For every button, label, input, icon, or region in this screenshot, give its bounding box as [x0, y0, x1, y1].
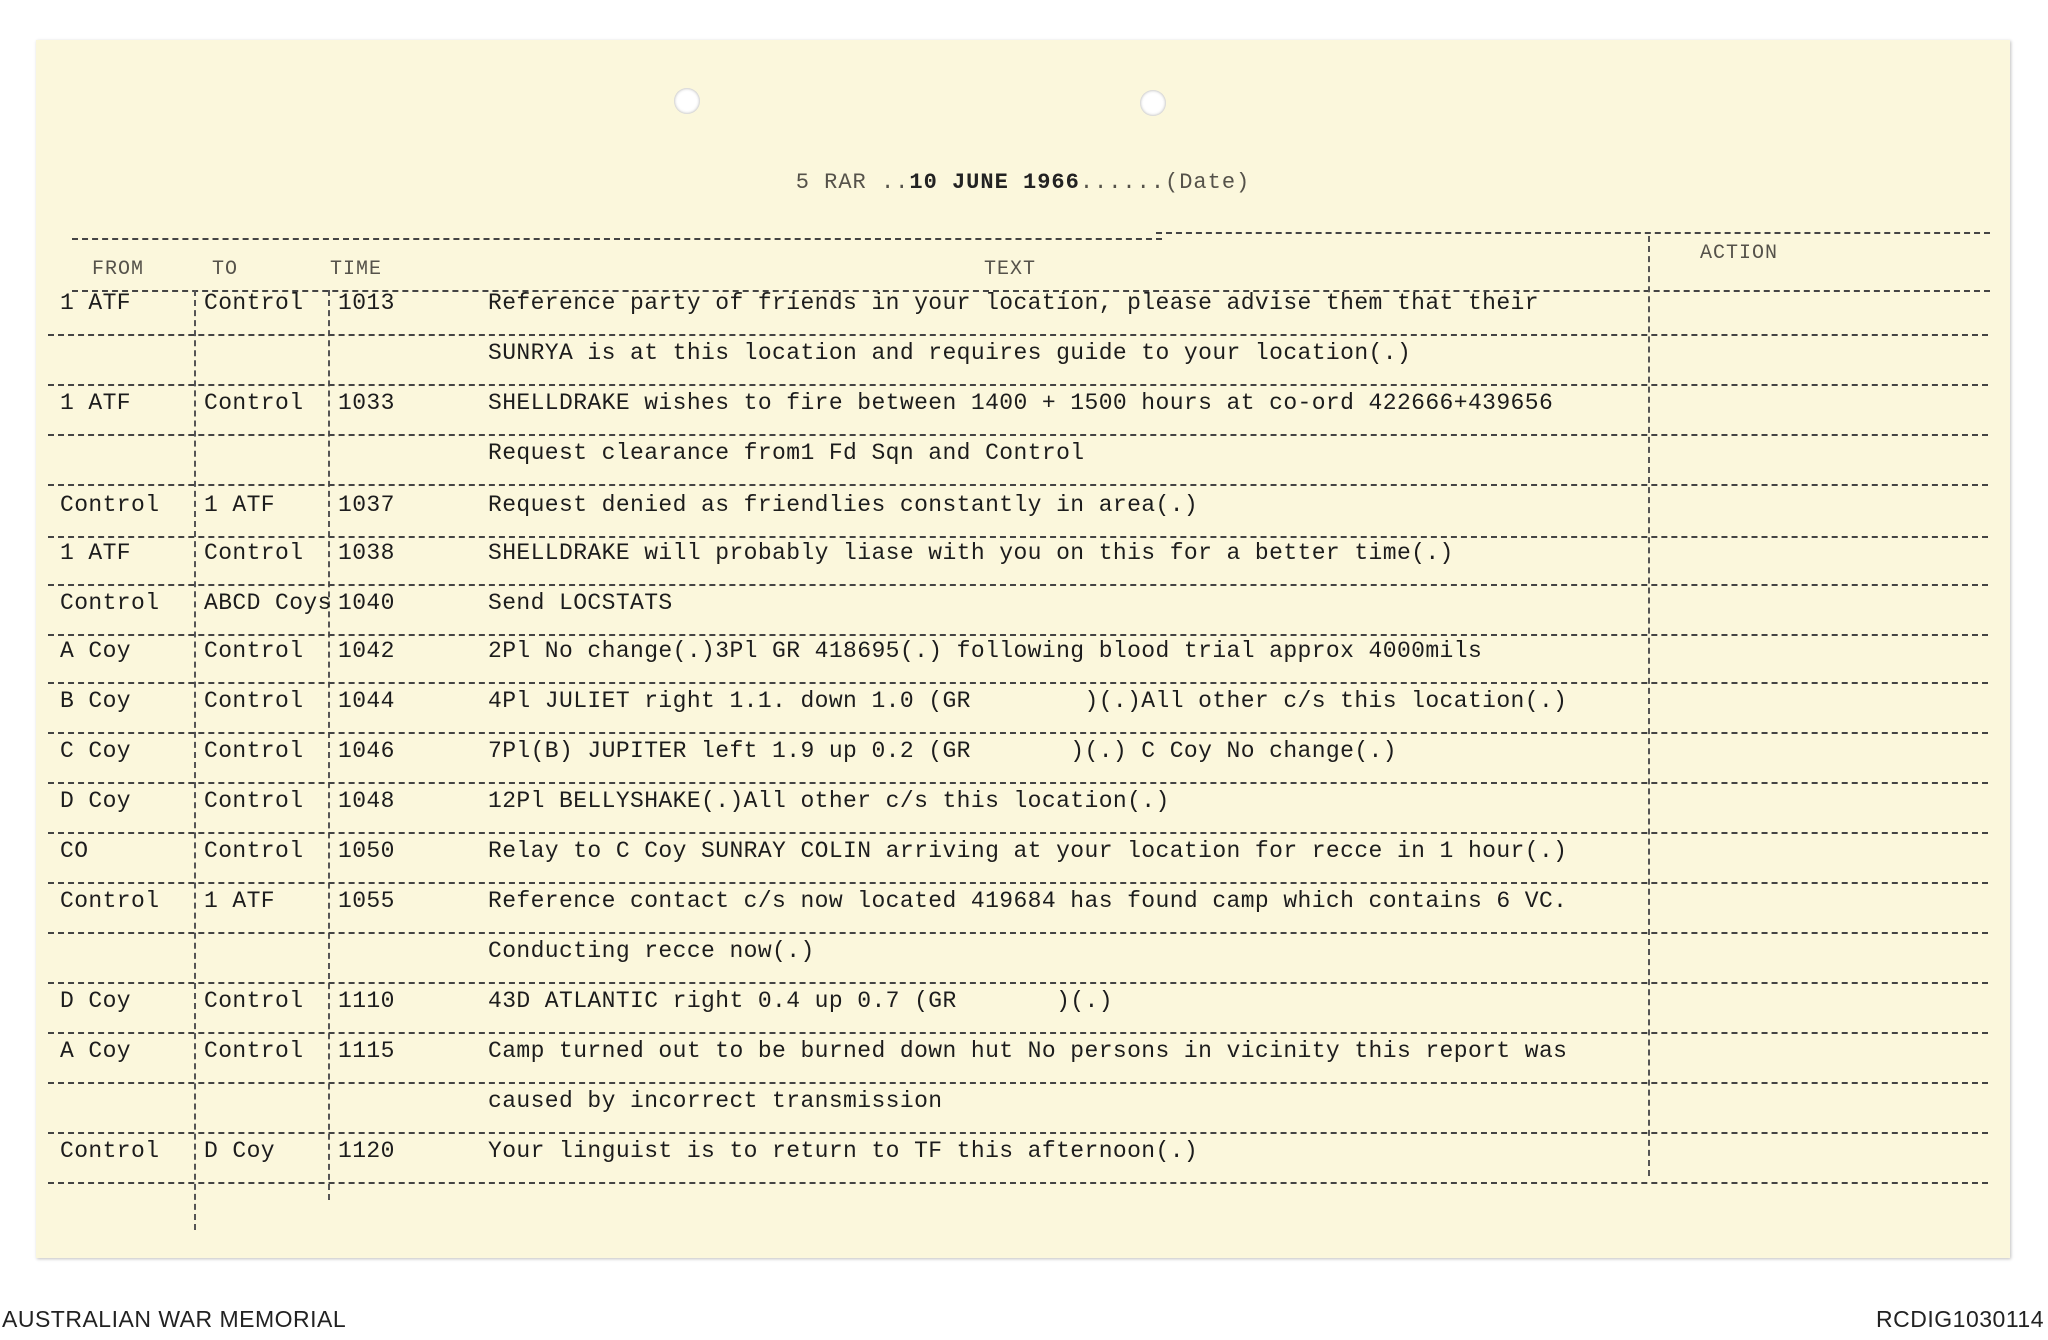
table-row: [36, 688, 2010, 738]
table-row: [36, 290, 2010, 340]
row-time: 1110: [338, 988, 395, 1014]
row-text: Request denied as friendlies constantly in area(.): [488, 492, 1199, 518]
col-header-time: TIME: [330, 258, 383, 281]
row-text: Camp turned out to be burned down hut No persons in vicinity this report was: [488, 1038, 1568, 1064]
row-time: 1120: [338, 1138, 395, 1164]
row-time: 1115: [338, 1038, 395, 1064]
table-row: [36, 440, 2010, 490]
message-log-sheet: [36, 40, 2010, 1258]
table-row: [36, 340, 2010, 390]
row-from: Control: [60, 1138, 160, 1164]
row-time: 1046: [338, 738, 395, 764]
table-row: [36, 938, 2010, 988]
row-text: SHELLDRAKE wishes to fire between 1400 + 1500 hours at co-ord 422666+439656: [488, 390, 1554, 416]
row-from: 1 ATF: [60, 390, 132, 416]
row-from: Control: [60, 888, 160, 914]
row-text: Conducting recce now(.): [488, 938, 815, 964]
row-rule: [48, 682, 1988, 684]
row-text: SUNRYA is at this location and requires guide to your location(.): [488, 340, 1412, 366]
row-rule: [48, 932, 1988, 934]
row-from: Control: [60, 492, 160, 518]
row-from: D Coy: [60, 788, 132, 814]
row-rule: [48, 384, 1988, 386]
table-row: [36, 1038, 2010, 1088]
row-from: 1 ATF: [60, 290, 132, 316]
row-time: 1055: [338, 888, 395, 914]
table-row: [36, 390, 2010, 440]
row-text: Your linguist is to return to TF this afternoon(.): [488, 1138, 1199, 1164]
row-text: Reference contact c/s now located 419684 has found camp which contains 6 VC.: [488, 888, 1568, 914]
log-header: 5 RAR ..10 JUNE 1966......(Date): [795, 170, 1251, 195]
row-text: Send LOCSTATS: [488, 590, 673, 616]
row-rule: [48, 732, 1988, 734]
log-date: 10 JUNE 1966: [909, 170, 1080, 195]
row-text: 4Pl JULIET right 1.1. down 1.0 (GR )(.)All other c/s this location(.): [488, 688, 1568, 714]
row-rule: [48, 1032, 1988, 1034]
row-rule: [48, 982, 1988, 984]
row-text: 12Pl BELLYSHAKE(.)All other c/s this location(.): [488, 788, 1170, 814]
table-row: [36, 738, 2010, 788]
row-to: Control: [204, 1038, 304, 1064]
table-row: [36, 788, 2010, 838]
row-rule: [48, 1182, 1988, 1184]
row-to: ABCD Coys: [204, 590, 332, 616]
table-row: [36, 1138, 2010, 1188]
table-row: [36, 492, 2010, 542]
row-time: 1040: [338, 590, 395, 616]
header-rule-left: [72, 238, 1162, 240]
row-text: 7Pl(B) JUPITER left 1.9 up 0.2 (GR )(.) C Coy No change(.): [488, 738, 1397, 764]
row-rule: [48, 584, 1988, 586]
row-to: Control: [204, 390, 304, 416]
row-text: Reference party of friends in your location, please advise them that their: [488, 290, 1539, 316]
table-row: [36, 1088, 2010, 1138]
row-to: Control: [204, 688, 304, 714]
table-row: [36, 888, 2010, 938]
unit-label: 5 RAR: [795, 170, 867, 195]
footer-reference: RCDIG1030114: [1876, 1306, 2044, 1332]
row-from: C Coy: [60, 738, 132, 764]
row-to: Control: [204, 788, 304, 814]
row-to: Control: [204, 290, 304, 316]
row-time: 1042: [338, 638, 395, 664]
row-to: D Coy: [204, 1138, 276, 1164]
row-from: A Coy: [60, 1038, 132, 1064]
row-time: 1013: [338, 290, 395, 316]
col-header-from: FROM: [92, 258, 145, 281]
row-from: D Coy: [60, 988, 132, 1014]
row-to: Control: [204, 988, 304, 1014]
row-from: CO: [60, 838, 89, 864]
row-text: 2Pl No change(.)3Pl GR 418695(.) following blood trial approx 4000mils: [488, 638, 1483, 664]
row-to: 1 ATF: [204, 492, 276, 518]
row-rule: [48, 1132, 1988, 1134]
table-row: [36, 838, 2010, 888]
row-time: 1044: [338, 688, 395, 714]
row-rule: [48, 634, 1988, 636]
row-rule: [48, 434, 1988, 436]
date-label: (Date): [1165, 170, 1251, 195]
col-header-action: ACTION: [1700, 242, 1779, 265]
row-to: 1 ATF: [204, 888, 276, 914]
row-time: 1033: [338, 390, 395, 416]
row-rule: [48, 832, 1988, 834]
row-time: 1038: [338, 540, 395, 566]
col-header-text: TEXT: [984, 258, 1037, 281]
row-to: Control: [204, 638, 304, 664]
row-text: SHELLDRAKE will probably liase with you on this for a better time(.): [488, 540, 1454, 566]
row-rule: [48, 1082, 1988, 1084]
table-row: [36, 590, 2010, 640]
row-text: Relay to C Coy SUNRAY COLIN arriving at your location for recce in 1 hour(.): [488, 838, 1568, 864]
row-text: caused by incorrect transmission: [488, 1088, 943, 1114]
row-rule: [48, 536, 1988, 538]
table-row: [36, 988, 2010, 1038]
row-text: Request clearance from1 Fd Sqn and Control: [488, 440, 1085, 466]
row-time: 1048: [338, 788, 395, 814]
row-text: 43D ATLANTIC right 0.4 up 0.7 (GR )(.): [488, 988, 1113, 1014]
row-from: A Coy: [60, 638, 132, 664]
row-to: Control: [204, 738, 304, 764]
row-to: Control: [204, 540, 304, 566]
row-rule: [48, 882, 1988, 884]
row-rule: [48, 782, 1988, 784]
row-from: B Coy: [60, 688, 132, 714]
row-rule: [48, 484, 1988, 486]
table-row: [36, 540, 2010, 590]
punch-hole-right: [1140, 90, 1166, 116]
punch-hole-left: [674, 88, 700, 114]
row-from: 1 ATF: [60, 540, 132, 566]
footer-credit: AUSTRALIAN WAR MEMORIAL: [2, 1306, 347, 1332]
row-time: 1037: [338, 492, 395, 518]
header-rule-right: [1156, 232, 1990, 234]
row-rule: [48, 334, 1988, 336]
row-to: Control: [204, 838, 304, 864]
row-from: Control: [60, 590, 160, 616]
table-row: [36, 638, 2010, 688]
col-header-to: TO: [212, 258, 239, 281]
row-time: 1050: [338, 838, 395, 864]
